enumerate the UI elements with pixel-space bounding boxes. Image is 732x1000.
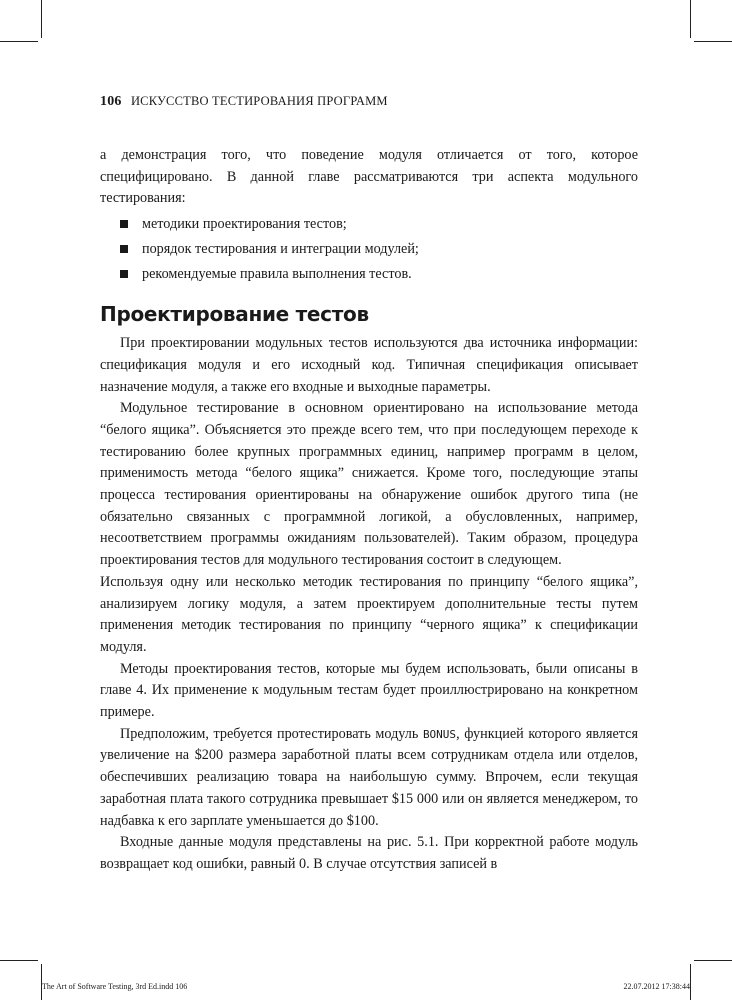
indented-procedure: Используя одну или несколько методик тестирования по принципу “белого ящика”, анализируем логику модуля, а затем проектируем дополнительные тесты путем применения методик тестирования по принципу “черного ящика” к спецификации модуля. xyxy=(100,573,638,655)
section-heading: Проектирование тестов xyxy=(100,302,369,327)
crop-mark-top-right xyxy=(690,0,691,38)
aspects-list xyxy=(100,212,638,287)
crop-mark-right-top xyxy=(694,41,732,42)
print-slug-timestamp: 22.07.2012 17:38:44 xyxy=(623,982,690,991)
crop-mark-top-left xyxy=(41,0,42,38)
paragraph: Модульное тестирование в основном ориентировано на использование метода “белого ящика”. Объясняется это прежде всего тем, что при последующем переходе к тестированию более крупных программных единиц, например программ в целом, применимость метода “белого ящика” снижается. Кроме того, последующие этапы процесса тестирования ориентированы на обнаружение ошибок другого типа (не обязательно связанных с программной логикой, а обусловленных, например, несоответствием программы ожиданиям пользователей). Таким образом, процедура проектирования тестов для модульного тестирования состоит в следующем. xyxy=(100,400,638,569)
page-number: 106 xyxy=(100,94,122,109)
crop-mark-bottom-right xyxy=(690,964,691,1000)
paragraph-text: Предположим, требуется протестировать модуль xyxy=(120,725,423,742)
paragraph: При проектировании модульных тестов используются два источника информации: спецификация модуля и его исходный код. Типичная спецификация описывает назначение модуля, а также его входные и выходные параметры. xyxy=(100,335,638,395)
print-slug-file: The Art of Software Testing, 3rd Ed.indd 106 xyxy=(42,982,188,991)
code-identifier: BONUS xyxy=(422,727,457,741)
intro-paragraph: а демонстрация того, что поведение модуля отличается от того, которое специфицировано. В данной главе рассматриваются три аспекта модульного тестирования: xyxy=(100,147,638,207)
list-item: рекомендуемые правила выполнения тестов. xyxy=(100,262,638,287)
running-title: ИСКУССТВО ТЕСТИРОВАНИЯ ПРОГРАММ xyxy=(130,94,388,108)
running-header xyxy=(100,94,640,110)
list-item: методики проектирования тестов; xyxy=(100,212,638,237)
list-item: порядок тестирования и интеграции модулей; xyxy=(100,237,638,262)
paragraph: Методы проектирования тестов, которые мы будем использовать, были описаны в главе 4. Их применение к модульным тестам будет проиллюстрировано на конкретном примере. xyxy=(100,660,638,721)
crop-mark-left-bottom xyxy=(0,960,38,961)
paragraph: Входные данные модуля представлены на рис. 5.1. При корректной работе модуль возвращает код ошибки, равный 0. В случае отсутствия записей в xyxy=(100,834,638,872)
paragraph-text: , функцией которого является увеличение на $200 размера заработной платы всем сотрудникам отдела или отделов, обеспечивших реализацию товара на наибольшую сумму. Впрочем, если текущая заработная плата такого сотрудника превышает $15 000 или он является менеджером, то надбавка к его зарплате уменьшается до $100. xyxy=(100,725,639,829)
paragraph xyxy=(100,724,638,833)
crop-mark-left-top xyxy=(0,41,38,42)
page-content xyxy=(100,145,638,876)
crop-mark-right-bottom xyxy=(694,960,732,961)
